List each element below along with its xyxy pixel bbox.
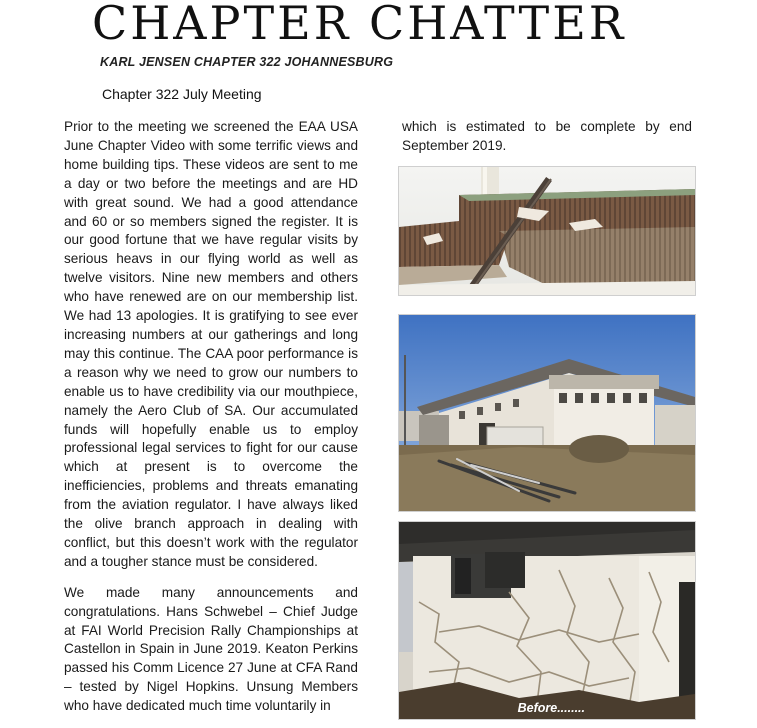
article-heading: Chapter 322 July Meeting [102, 86, 262, 102]
photo-caption-before: Before........ [517, 701, 585, 715]
chapter-subtitle: KARL JENSEN CHAPTER 322 JOHANNESBURG [100, 55, 394, 69]
photo-old-building [398, 314, 696, 512]
paragraph-announcements: We made many announcements and congratulations. Hans Schwebel – Chief Judge at FAI World Precision Rally Championships at Castellon in Spain in June 2019. Keaton Perkins passed his Comm Licence 27 June at CFA Rand – tested by Nigel Hopkins. Unsung Members who have dedicated much time voluntarily in [64, 584, 358, 714]
newsletter-title: CHAPTER CHATTER [92, 0, 627, 50]
photo-rusted-roof [398, 166, 696, 296]
photo-cracked-wall [398, 521, 696, 720]
right-column-text: which is estimated to be complete by end September 2019. [402, 119, 692, 153]
paragraph-meeting-report: Prior to the meeting we screened the EAA USA June Chapter Video with some terrific views and home building tips. These videos are sent to me a day or two before the meetings and are HD with great sound. We had a good attendance and 60 or so members signed the register. It is our good fortune that we have regular visits by serious heavs in our flying world as well as twelve visitors. Nine new members and others who have renewed are on our membership list. We had 13 apologies. It is gratifying to see ever increasing numbers at our gatherings and long may this continue. The CAA poor performance is a reason why we need to grow our numbers to enable us to have credibility via our mouthpiece, namely the Aero Club of SA. Our accumulated funds will hopefully enable us to employ professional legal services to fight for our cause which at present is to overcome the inefficiencies, problems and threats emanating from the aviation regulator. I have always liked the olive branch approach in dealing with conflict, but this doesn’t work with the regulator and a tougher stance must be considered. [64, 119, 358, 569]
left-column [64, 118, 358, 728]
